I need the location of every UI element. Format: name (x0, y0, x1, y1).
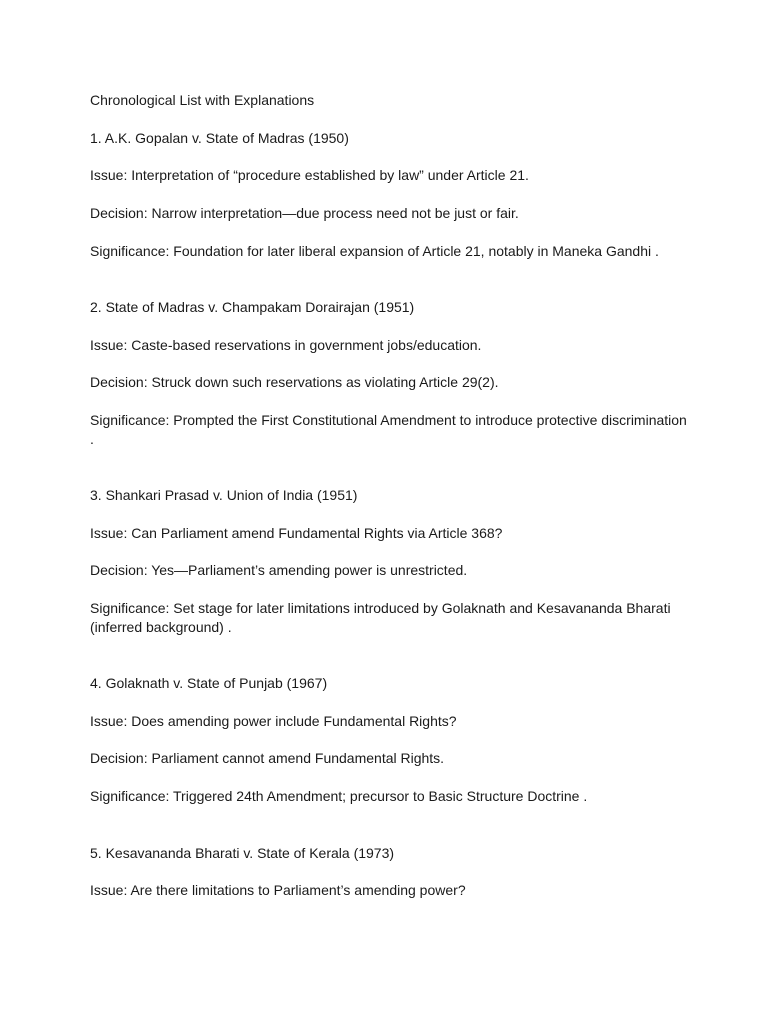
document-heading: Chronological List with Explanations (90, 92, 315, 108)
case-issue: Issue: Does amending power include Fundamental Rights? (90, 713, 457, 729)
case-significance: Significance: Prompted the First Constitutional Amendment to introduce protective discrimination . (90, 412, 687, 447)
case-decision: Decision: Parliament cannot amend Fundamental Rights. (90, 750, 445, 766)
case-title: 5. Kesavananda Bharati v. State of Kerala (1973) (90, 845, 395, 861)
case-title: 4. Golaknath v. State of Punjab (1967) (90, 675, 328, 691)
case-title: 2. State of Madras v. Champakam Dorairajan (1951) (90, 299, 415, 315)
case-decision: Decision: Struck down such reservations as violating Article 29(2). (90, 374, 499, 390)
case-title: 1. A.K. Gopalan v. State of Madras (1950) (90, 130, 349, 146)
case-title: 3. Shankari Prasad v. Union of India (1951) (90, 487, 358, 503)
case-significance: Significance: Foundation for later liberal expansion of Article 21, notably in Maneka Gandhi . (90, 243, 659, 259)
case-significance: Significance: Set stage for later limitations introduced by Golaknath and Kesavananda Bharati (inferred background) . (90, 600, 671, 635)
case-decision: Decision: Narrow interpretation—due process need not be just or fair. (90, 205, 519, 221)
case-issue: Issue: Interpretation of “procedure established by law” under Article 21. (90, 167, 529, 183)
case-issue: Issue: Caste-based reservations in government jobs/education. (90, 337, 482, 353)
case-issue: Issue: Are there limitations to Parliament’s amending power? (90, 882, 466, 898)
case-decision: Decision: Yes—Parliament’s amending power is unrestricted. (90, 562, 468, 578)
case-issue: Issue: Can Parliament amend Fundamental Rights via Article 368? (90, 525, 503, 541)
case-significance: Significance: Triggered 24th Amendment; precursor to Basic Structure Doctrine . (90, 788, 588, 804)
